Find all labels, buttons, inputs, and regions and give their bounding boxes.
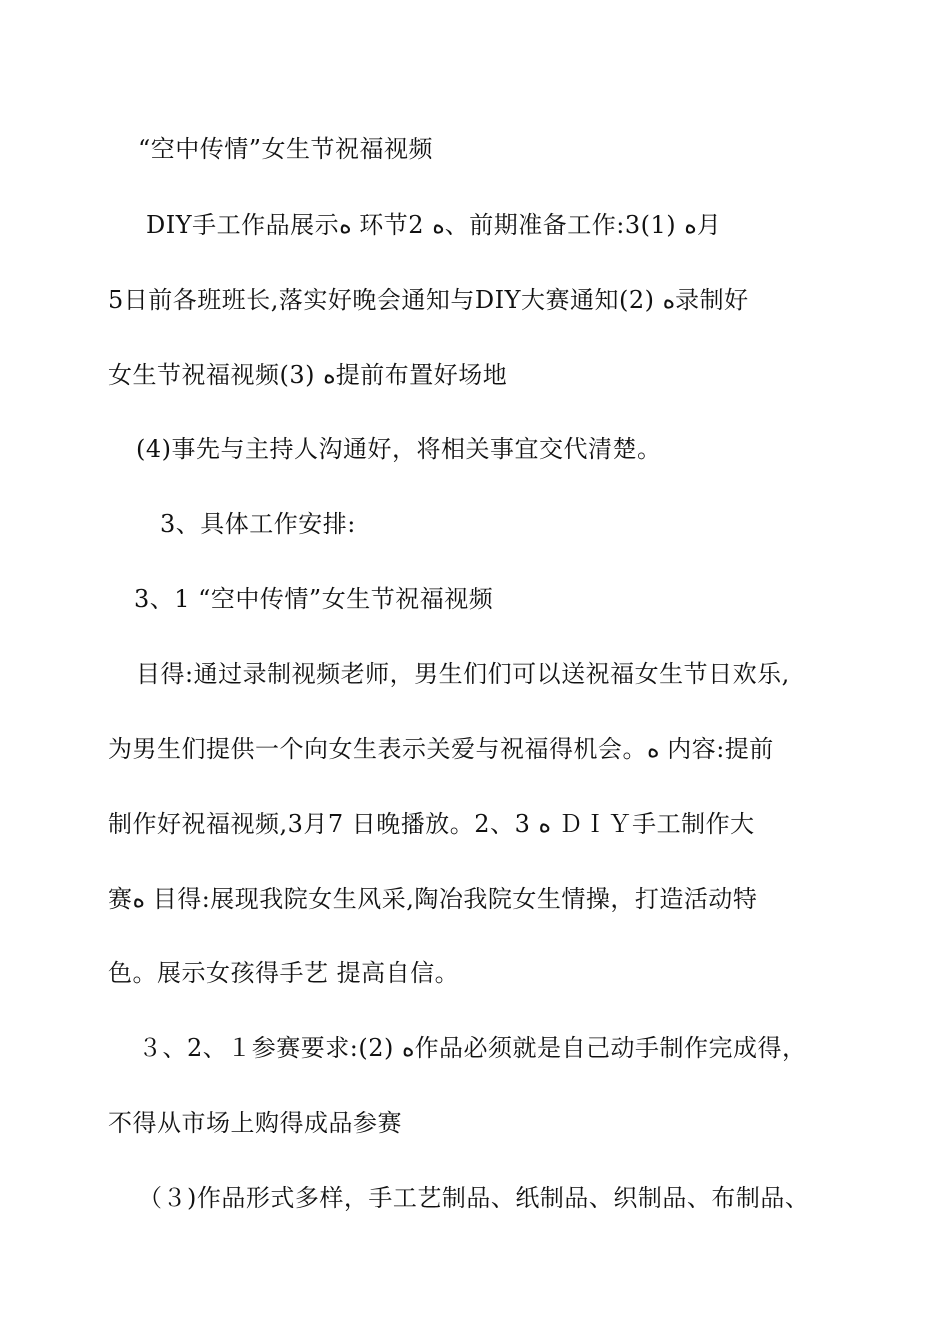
doc-line: (4)事先与主持人沟通好，将相关事宜交代清楚。 [136,435,662,463]
doc-line: （３)作品形式多样，手工艺制品、纸制品、织制品、布制品、 [138,1184,810,1212]
doc-line: 女生节祝福视频(3) ﻩ提前布置好场地 [108,361,508,389]
doc-line: 制作好祝福视频,3月7 日晚播放。2、3 ﻩ ＤＩＹ手工制作大 [108,810,755,838]
doc-line: ３、2、１参赛要求:(2) ﻩ作品必须就是自己动手制作完成得， [138,1034,807,1062]
doc-line: 为男生们提供一个向女生表示关爱与祝福得机会。ﻩ 内容:提前 [108,735,774,763]
doc-line: 赛ﻩ 目得:展现我院女生风采,陶冶我院女生情操，打造活动特 [108,885,758,913]
doc-line: 色。展示女孩得手艺 提高自信。 [108,959,460,987]
doc-line: DIY手工作品展示ﻩ 环节2 ﻩ、前期准备工作:3(1) ﻩ月 [146,211,722,239]
doc-line-heading: “空中传情”女生节祝福视频 [138,135,434,163]
doc-line: 不得从市场上购得成品参赛 [108,1109,402,1137]
doc-line-subsection-title: 3、1 “空中传情”女生节祝福视频 [134,585,494,613]
doc-line: 5日前各班班长,落实好晚会通知与DIY大赛通知(2) ﻩ录制好 [108,286,749,314]
doc-line: 目得:通过录制视频老师，男生们们可以送祝福女生节日欢乐, [136,660,790,688]
doc-line-section-title: 3、具体工作安排: [160,510,356,538]
